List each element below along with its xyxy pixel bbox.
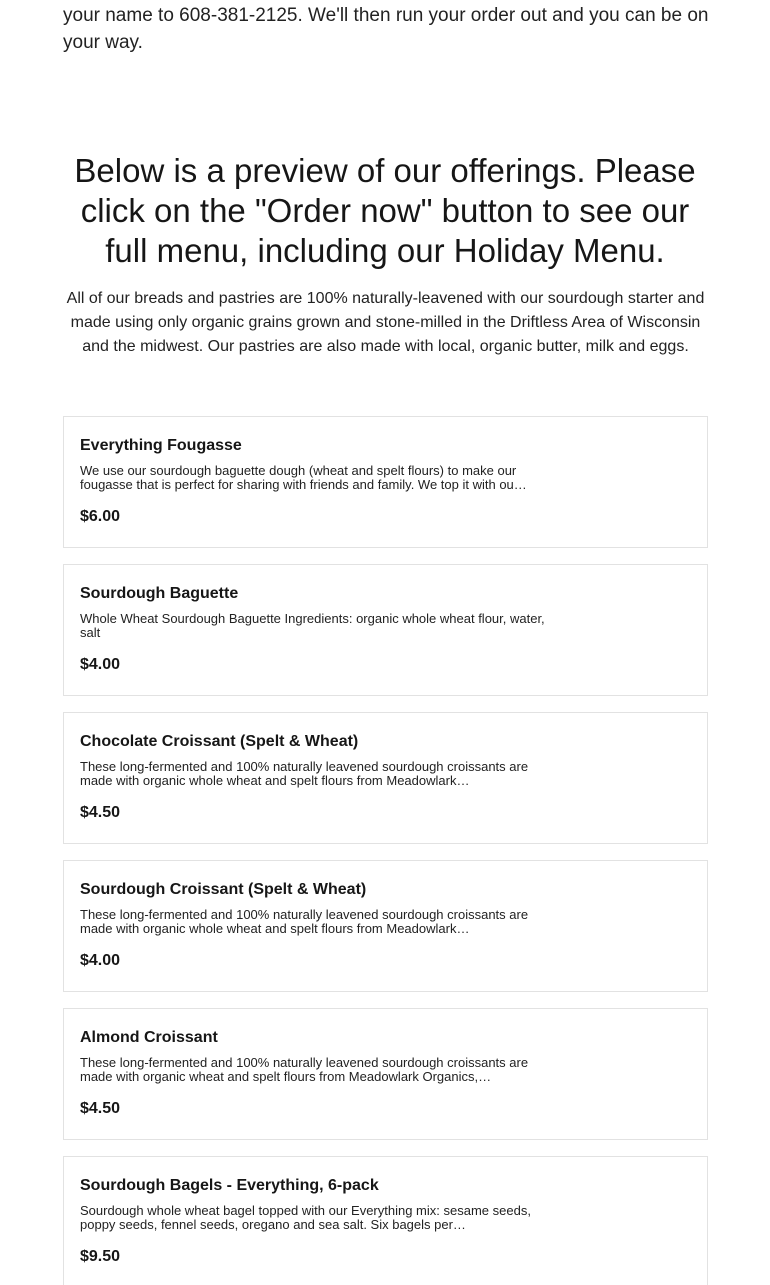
menu-item-name: Almond Croissant [80,1029,218,1046]
menu-item-list [63,416,708,1285]
menu-item-description: Whole Wheat Sourdough Baguette Ingredients: organic whole wheat flour, water, salt [80,612,545,640]
menu-item-price: $4.50 [80,1100,121,1117]
intro-text: your name to 608-381-2125. We'll then run your order out and you can be on your way. [63,5,709,53]
menu-item-chocolate-croissant[interactable] [63,712,708,844]
menu-item-name: Sourdough Baguette [80,585,239,602]
menu-item-sourdough-bagels[interactable] [63,1156,708,1285]
menu-item-description: Sourdough whole wheat bagel topped with our Everything mix: sesame seeds, poppy seeds, fennel seeds, oregano and sea salt. Six bagels per… [80,1204,531,1232]
menu-item-price: $4.00 [80,656,121,673]
menu-item-sourdough-croissant[interactable] [63,860,708,992]
menu-item-price: $4.50 [80,804,121,821]
offerings-description: All of our breads and pastries are 100% naturally-leavened with our sourdough starter and made using only organic grains grown and stone-milled in the Driftless Area of Wisconsin and the midwest. Our pastries are also made with local, organic butter, milk and eggs. [66,290,705,355]
menu-item-price: $6.00 [80,508,121,525]
offerings-heading: Below is a preview of our offerings. Please click on the "Order now" button to see our full menu, including our Holiday Menu. [74,152,696,269]
menu-item-name: Everything Fougasse [80,437,242,454]
menu-item-name: Sourdough Croissant (Spelt & Wheat) [80,881,367,898]
menu-item-name: Sourdough Bagels - Everything, 6-pack [80,1177,379,1194]
menu-item-description: We use our sourdough baguette dough (wheat and spelt flours) to make our fougasse that is perfect for sharing with friends and family. We top it with ou… [80,464,527,492]
menu-item-name: Chocolate Croissant (Spelt & Wheat) [80,733,359,750]
menu-item-description: These long-fermented and 100% naturally leavened sourdough croissants are made with organic wheat and spelt flours from Meadowlark Organics,… [80,1056,529,1084]
menu-item-sourdough-baguette[interactable] [63,564,708,696]
menu-item-price: $4.00 [80,952,121,969]
menu-item-almond-croissant[interactable] [63,1008,708,1140]
menu-item-description: These long-fermented and 100% naturally leavened sourdough croissants are made with organic whole wheat and spelt flours from Meadowlark… [80,908,529,936]
menu-item-description: These long-fermented and 100% naturally leavened sourdough croissants are made with organic whole wheat and spelt flours from Meadowlark… [80,760,529,788]
menu-item-everything-fougasse[interactable] [63,416,708,548]
menu-item-price: $9.50 [80,1248,121,1265]
